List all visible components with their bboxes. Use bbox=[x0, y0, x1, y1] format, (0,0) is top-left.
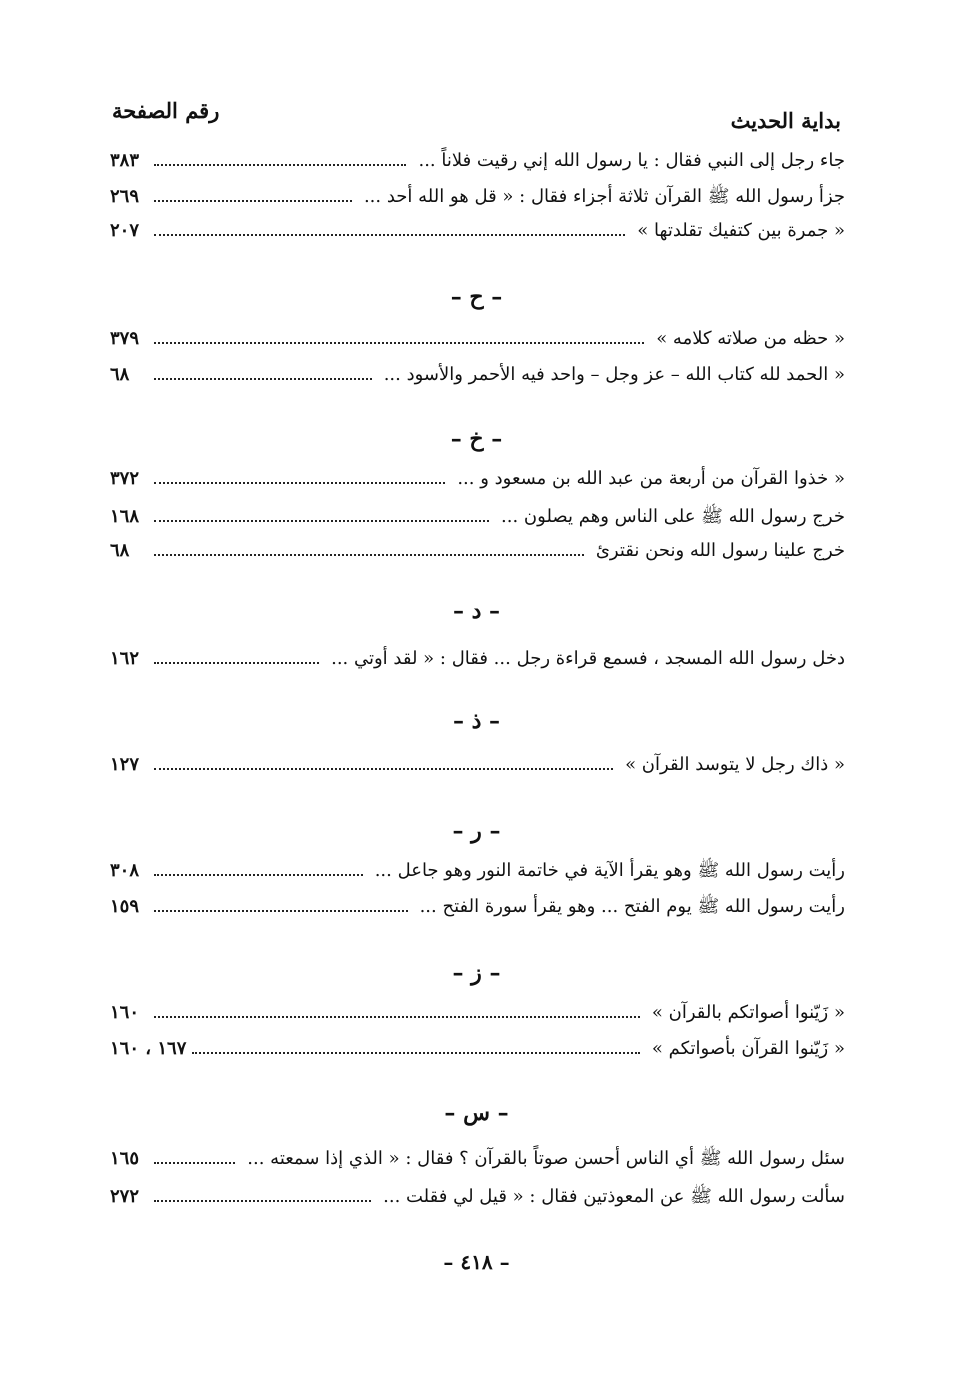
entry-page: ١٦٨ bbox=[110, 506, 140, 527]
index-entry bbox=[110, 174, 845, 206]
dot-leader bbox=[154, 554, 584, 556]
entry-text: رأيت رسول الله ﷺ وهو يقرأ الآية في خاتمة النور وهو جاعل ... bbox=[374, 860, 845, 881]
entry-page: ١٦٥ bbox=[110, 1148, 140, 1169]
dot-leader bbox=[154, 378, 372, 380]
dot-leader bbox=[154, 164, 406, 166]
entry-page: ٣٨٣ bbox=[110, 150, 140, 171]
section-letter: – ح – bbox=[450, 284, 503, 310]
entry-page: ١٦٧ ، ١٦٠ bbox=[110, 1038, 187, 1059]
entry-page: ١٢٧ bbox=[110, 754, 140, 775]
dot-leader bbox=[154, 662, 319, 664]
entry-text: « الحمد لله كتاب الله – عز وجل – واحد فيه الأحمر والأسود ... bbox=[383, 364, 845, 385]
entry-page: ٦٨ bbox=[110, 364, 130, 385]
dot-leader bbox=[154, 1162, 235, 1164]
dot-leader bbox=[154, 342, 644, 344]
entry-page: ٦٨ bbox=[110, 540, 130, 561]
dot-leader bbox=[154, 1200, 371, 1202]
entry-page: ٣٧٩ bbox=[110, 328, 140, 349]
index-entry bbox=[110, 884, 845, 916]
column-header-hadith-start: بداية الحديث bbox=[730, 108, 841, 133]
index-entry bbox=[110, 352, 845, 384]
index-entry bbox=[110, 494, 845, 526]
dot-leader bbox=[154, 910, 408, 912]
section-letter: – خ – bbox=[450, 426, 503, 452]
entry-page: ٣٧٢ bbox=[110, 468, 140, 489]
entry-text: سئل رسول الله ﷺ أي الناس أحسن صوتاً بالقرآن ؟ فقال : « الذي إذا سمعته ... bbox=[247, 1148, 845, 1169]
dot-leader bbox=[154, 234, 625, 236]
index-entry bbox=[110, 848, 845, 880]
page-number: – ٤١٨ – bbox=[443, 1250, 510, 1274]
entry-text: « حظه من صلاته كلامه » bbox=[656, 328, 845, 349]
entry-text: « ذاك رجل لا يتوسد القرآن » bbox=[625, 754, 845, 775]
dot-leader bbox=[154, 1016, 640, 1018]
index-entry bbox=[110, 1136, 845, 1168]
dot-leader bbox=[154, 482, 445, 484]
entry-page: ٢٧٢ bbox=[110, 1186, 140, 1207]
index-entry bbox=[110, 742, 845, 774]
entry-page: ١٦٠ bbox=[110, 1002, 140, 1023]
column-header-page-number: رقم الصفحة bbox=[112, 98, 220, 123]
entry-text: دخل رسول الله المسجد ، فسمع قراءة رجل ... فقال : « لقد أوتي ... bbox=[331, 648, 845, 669]
entry-text: رأيت رسول الله ﷺ يوم الفتح ... وهو يقرأ سورة الفتح ... bbox=[419, 896, 845, 917]
index-entry bbox=[110, 990, 845, 1022]
entry-page: ١٥٩ bbox=[110, 896, 140, 917]
entry-text: جزأ رسول الله ﷺ القرآن ثلاثة أجزاء فقال : « قل هو الله أحد ... bbox=[363, 186, 845, 207]
dot-leader bbox=[154, 874, 363, 876]
section-letter: – د – bbox=[452, 598, 501, 624]
section-letter: – ز – bbox=[452, 960, 501, 986]
entry-text: « جمرة بين كتفيك تقلدتها » bbox=[637, 220, 845, 241]
dot-leader bbox=[192, 1052, 640, 1054]
entry-text: جاء رجل إلى النبي فقال : يا رسول الله إني رقيت فلاناً ... bbox=[418, 150, 845, 171]
dot-leader bbox=[154, 768, 613, 770]
entry-text: « زَيّنوا أصواتكم بالقرآن » bbox=[651, 1002, 845, 1023]
index-entry bbox=[110, 208, 845, 240]
section-letter: – ر – bbox=[452, 818, 501, 844]
index-entry bbox=[110, 316, 845, 348]
index-entry bbox=[110, 528, 845, 560]
entry-text: خرج رسول الله ﷺ على الناس وهم يصلون ... bbox=[501, 506, 845, 527]
index-entry bbox=[110, 636, 845, 668]
entry-page: ٣٠٨ bbox=[110, 860, 140, 881]
index-entry bbox=[110, 1026, 845, 1058]
index-entry bbox=[110, 456, 845, 488]
entry-text: « خذوا القرآن من أربعة من عبد الله بن مسعود و ... bbox=[457, 468, 845, 489]
section-letter: – س – bbox=[444, 1100, 509, 1126]
entry-page: ١٦٢ bbox=[110, 648, 140, 669]
index-entry bbox=[110, 1174, 845, 1206]
section-letter: – ذ – bbox=[452, 708, 501, 734]
entry-text: خرج علينا رسول الله ونحن نقترئ bbox=[595, 540, 845, 561]
entry-text: « زَيّنوا القرآن بأصواتكم » bbox=[651, 1038, 845, 1059]
dot-leader bbox=[154, 520, 489, 522]
entry-text: سألت رسول الله ﷺ عن المعوذتين فقال : « قيل لي فقلت ... bbox=[383, 1186, 845, 1207]
entry-page: ٢٦٩ bbox=[110, 186, 140, 207]
dot-leader bbox=[154, 200, 352, 202]
index-entry bbox=[110, 138, 845, 170]
entry-page: ٢٠٧ bbox=[110, 220, 140, 241]
